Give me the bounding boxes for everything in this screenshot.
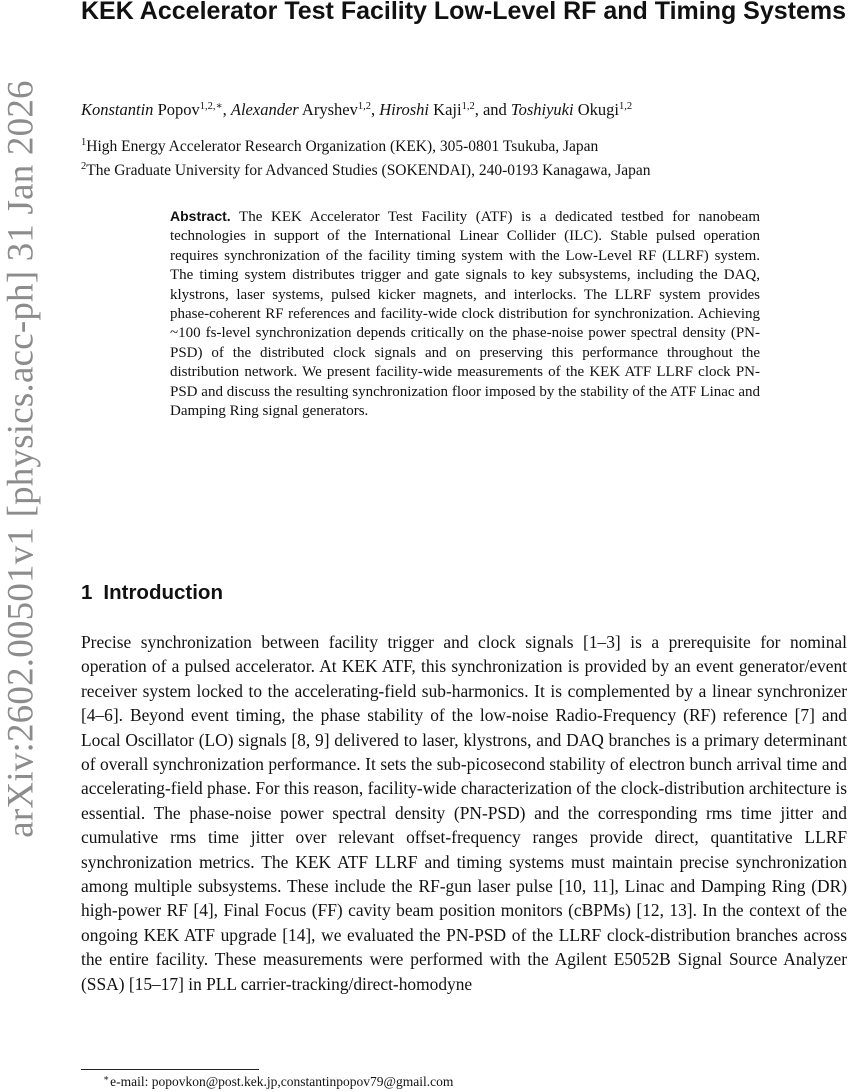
author-affiliation-mark: 1,2 <box>461 101 475 112</box>
section-number: 1 <box>81 581 93 604</box>
author <box>231 100 371 119</box>
abstract <box>170 207 760 421</box>
affiliation <box>81 161 847 181</box>
section-body: Precise synchronization between facility trigger and clock signals [1–3] is a prerequisite for nominal operation of a pulsed accelerator. At KEK ATF, this synchronization is provided by an event generator/event receiver system locked to the accelerating-field sub-harmonics. It is complemented by a linear synchronizer [4–6]. Beyond event timing, the phase stability of the low-noise Radio-Frequency (RF) reference [7] and Local Oscillator (LO) signals [8, 9] delivered to laser, klystrons, and DAQ branches is a primary determinant of overall synchronization performance. It sets the sub-picosecond stability of electron bunch arrival time and accelerating-field phase. For this reason, facility-wide characterization of the clock-distribution architecture is essential. The phase-noise power spectral density (PN-PSD) and the corresponding rms time jitter and cumulative rms time jitter over relevant offset-frequency ranges provide direct, quantitative LLRF synchronization metrics. The KEK ATF LLRF and timing systems must maintain precise synchronization among multiple subsystems. These include the RF-gun laser pulse [10, 11], Linac and Damping Ring (DR) high-power RF [4], Final Focus (FF) cavity beam position monitors (cBPMs) [12, 13]. In the context of the ongoing KEK ATF upgrade [14], we evaluated the PN-PSD of the LLRF clock-distribution branches across the entire facility. These measurements were performed with the Agilent E5052B Signal Source Analyzer (SSA) [15–17] in PLL carrier-tracking/direct-homodyne <box>81 632 847 994</box>
author-last-name: Okugi <box>577 100 619 119</box>
footnote-text: e-mail: popovkon@post.kek.jp,constantinpopov79@gmail.com <box>110 1074 454 1089</box>
arxiv-identifier: arXiv:2602.00501v1 [physics.acc-ph] 31 Jan 2026 <box>0 80 42 838</box>
author-last-name: Popov <box>157 100 200 119</box>
author-separator: , <box>370 100 380 119</box>
footnote-rule <box>81 1069 259 1070</box>
author-last-name: Aryshev <box>301 100 358 119</box>
author <box>511 100 632 119</box>
author-conjunction: , and <box>474 100 511 119</box>
affiliation-mark: 1 <box>81 137 87 148</box>
author-affiliation-mark: 1,2 <box>618 101 633 112</box>
author-affiliation-mark: 1,2,∗ <box>199 101 223 112</box>
arxiv-identifier-sidebar <box>0 24 42 894</box>
author <box>81 100 223 119</box>
paper-title: KEK Accelerator Test Facility Low-Level RF and Timing Systems <box>81 0 847 25</box>
footnote <box>103 1073 453 1090</box>
author-first-name: Hiroshi <box>379 100 430 119</box>
author-first-name: Konstantin <box>81 100 154 119</box>
author <box>379 100 475 119</box>
author-list <box>81 99 847 121</box>
section-title: Introduction <box>103 581 223 604</box>
affiliation-text: High Energy Accelerator Research Organization (KEK), 305-0801 Tsukuba, Japan <box>86 138 599 155</box>
affiliation-text: The Graduate University for Advanced Studies (SOKENDAI), 240-0193 Kanagawa, Japan <box>86 162 651 179</box>
footnote-mark: ∗ <box>103 1073 110 1083</box>
author-first-name: Alexander <box>230 100 299 119</box>
abstract-text: The KEK Accelerator Test Facility (ATF) is a dedicated testbed for nanobeam technologies in support of the International Linear Collider (ILC). Stable pulsed operation requires synchronization of the facility timing system with the Low-Level RF (LLRF) system. The timing system distributes trigger and gate signals to key subsystems, including the DAQ, klystrons, laser systems, pulsed kicker magnets, and interlocks. The LLRF system provides phase-coherent RF references and facility-wide clock distribution for synchronization. Achieving ~100 fs-level synchronization depends critically on the phase-noise power spectral density (PN-PSD) of the distributed clock signals and on preserving this performance throughout the distribution network. We present facility-wide measurements of the KEK ATF LLRF clock PN-PSD and discuss the resulting synchronization floor imposed by the stability of the ATF Linac and Damping Ring signal generators. <box>170 209 760 420</box>
affiliation <box>81 137 847 157</box>
author-separator: , <box>222 100 231 119</box>
abstract-label: Abstract. <box>170 208 231 224</box>
section-heading <box>81 579 223 607</box>
author-last-name: Kaji <box>433 100 462 119</box>
author-affiliation-mark: 1,2 <box>357 101 371 112</box>
author-first-name: Toshiyuki <box>510 100 574 119</box>
affiliation-mark: 2 <box>81 161 87 172</box>
